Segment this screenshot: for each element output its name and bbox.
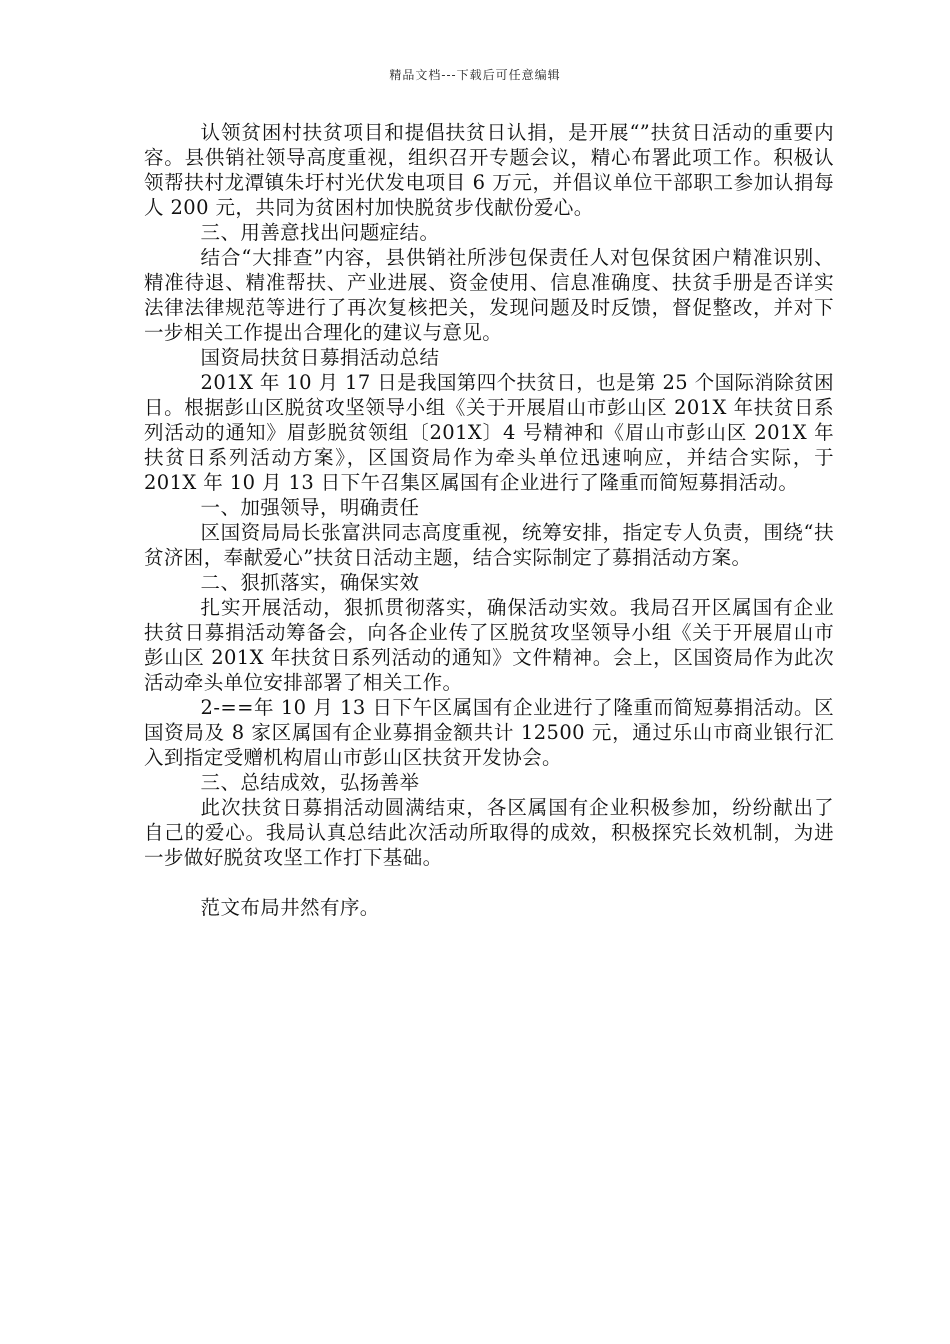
paragraph: 2-==年 10 月 13 日下午区属国有企业进行了隆重而简短募捐活动。区国资局及 8 家区属国有企业募捐金额共计 12500 元，通过乐山市商业银行汇入到指定受赠机构眉山市彭山区扶贫开发协会。: [144, 696, 834, 769]
section-heading: 二、狠抓落实，确保实效: [200, 571, 420, 594]
page-header: 精品文档---下载后可任意编辑: [389, 68, 561, 82]
document-body: [144, 120, 834, 920]
document-title: 国资局扶贫日募捐活动总结: [200, 346, 440, 369]
paragraph: 此次扶贫日募捐活动圆满结束，各区属国有企业积极参加，纷纷献出了自己的爱心。我局认真总结此次活动所取得的成效，积极探究长效机制，为进一步做好脱贫攻坚工作打下基础。: [144, 796, 834, 869]
paragraph: 201X 年 10 月 17 日是我国第四个扶贫日，也是第 25 个国际消除贫困日。根据彭山区脱贫攻坚领导小组《关于开展眉山市彭山区 201X 年扶贫日系列活动的通知》眉彭脱贫领组〔201X〕4 号精神和《眉山市彭山区 201X 年扶贫日系列活动方案》，区国资局作为牵头单位迅速响应，并结合实际，于 201X 年 10 月 13 日下午召集区属国有企业进行了隆重而简短募捐活动。: [144, 371, 834, 494]
paragraph: 扎实开展活动，狠抓贯彻落实，确保活动实效。我局召开区属国有企业扶贫日募捐活动筹备会，向各企业传了区脱贫攻坚领导小组《关于开展眉山市彭山区 201X 年扶贫日系列活动的通知》文件精神。会上，区国资局作为此次活动牵头单位安排部署了相关工作。: [144, 596, 834, 694]
closing-line: 范文布局井然有序。: [200, 896, 380, 919]
section-heading: 一、加强领导，明确责任: [200, 496, 420, 519]
blank-line: [144, 870, 834, 895]
paragraph: 区国资局局长张富洪同志高度重视，统筹安排，指定专人负责，围绕“扶贫济困，奉献爱心”扶贫日活动主题，结合实际制定了募捐活动方案。: [144, 521, 834, 569]
section-heading: 三、用善意找出问题症结。: [200, 221, 440, 244]
paragraph: 认领贫困村扶贫项目和提倡扶贫日认捐，是开展“”扶贫日活动的重要内容。县供销社领导高度重视，组织召开专题会议，精心布署此项工作。积极认领帮扶村龙潭镇朱圩村光伏发电项目 6 万元，并倡议单位干部职工参加认捐每人 200 元，共同为贫困村加快脱贫步伐献份爱心。: [144, 121, 834, 219]
section-heading: 三、总结成效，弘扬善举: [200, 771, 420, 794]
paragraph: 结合“大排查”内容，县供销社所涉包保责任人对包保贫困户精准识别、精准待退、精准帮扶、产业进展、资金使用、信息准确度、扶贫手册是否详实法律法律规范等进行了再次复核把关，发现问题及时反馈，督促整改，并对下一步相关工作提出合理化的建议与意见。: [144, 246, 834, 344]
